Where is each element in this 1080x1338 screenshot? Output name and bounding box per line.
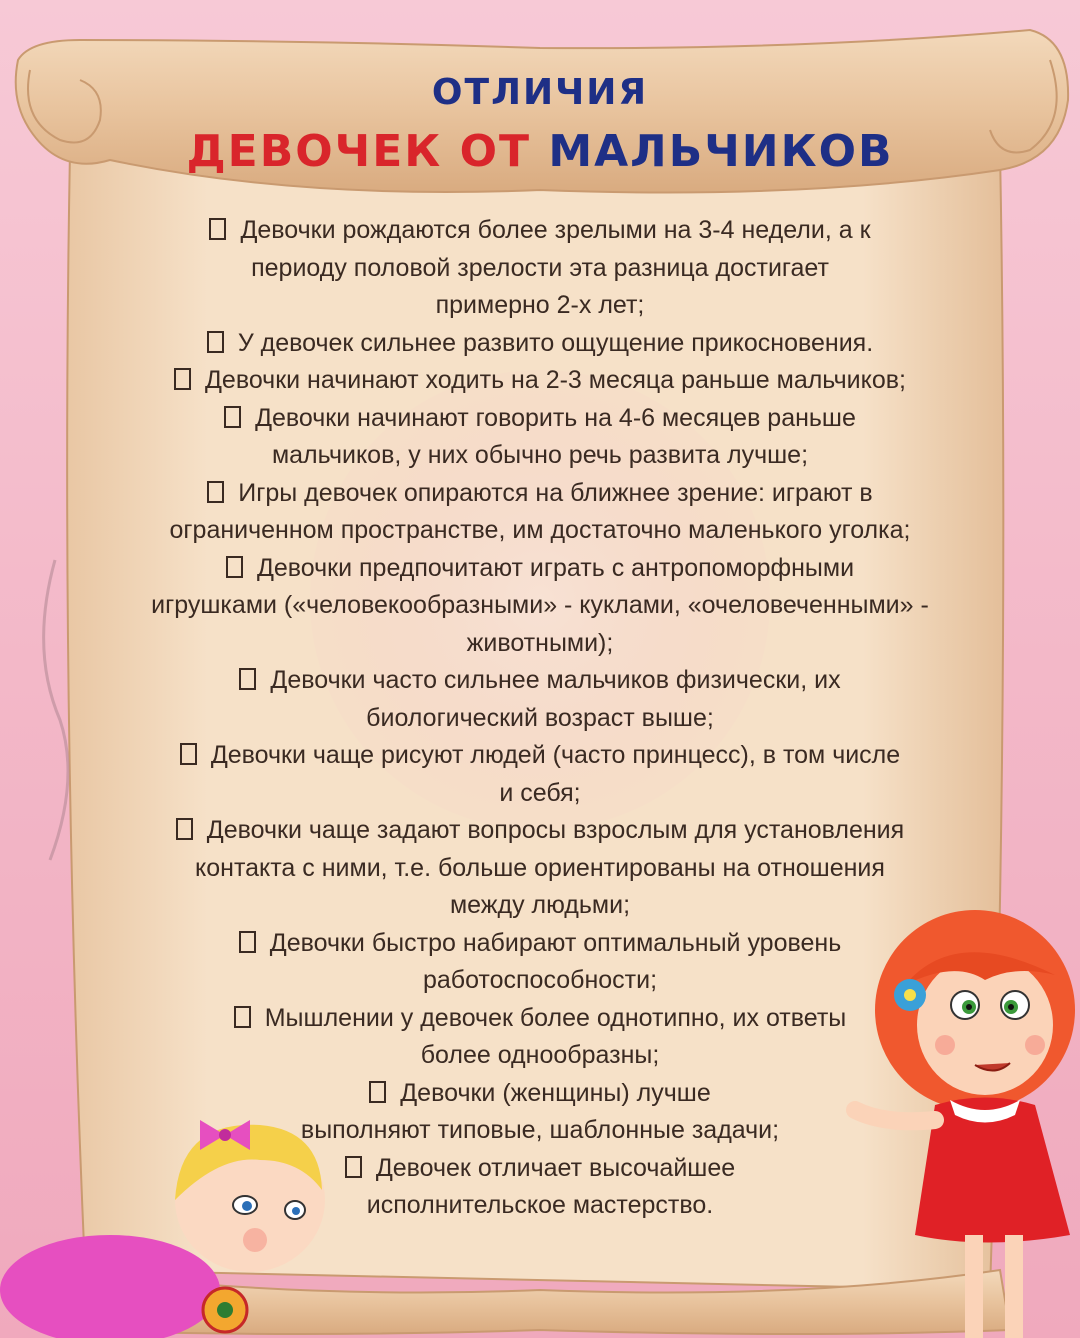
list-item-text: Девочки чаще задают вопросы взрослым для установления bbox=[206, 816, 905, 844]
bullet-box-icon bbox=[239, 668, 256, 690]
list-item-line bbox=[90, 812, 990, 850]
list-item-text: У девочек сильнее развито ощущение прикосновения. bbox=[237, 328, 874, 357]
list-item-text: Девочки (женщины) лучше bbox=[400, 1078, 711, 1107]
list-item-line bbox=[90, 325, 990, 363]
bullet-box-icon bbox=[234, 1006, 251, 1028]
list-item-line: мальчиков, у них обычно речь развита лучше; bbox=[271, 441, 809, 469]
title-word-from: ОТ bbox=[459, 126, 531, 177]
bullet-box-icon bbox=[180, 743, 197, 765]
bullet-box-icon bbox=[224, 406, 241, 428]
list-item bbox=[90, 362, 990, 400]
list-item-line bbox=[90, 400, 990, 438]
list-item-line bbox=[90, 212, 990, 250]
list-item-text: Девочки быстро набирают оптимальный уровень bbox=[269, 928, 842, 957]
title-line-1: ОТЛИЧИЯ bbox=[431, 72, 649, 113]
list-item-text: Девочек отличает высочайшее bbox=[375, 1153, 736, 1182]
title-word-girls: ДЕВОЧЕК bbox=[186, 126, 443, 177]
list-item-line: животными); bbox=[466, 628, 614, 657]
bullet-box-icon bbox=[209, 218, 226, 240]
list-item bbox=[90, 325, 990, 363]
list-item-line bbox=[90, 662, 990, 700]
list-item-text: Игры девочек опираются на ближнее зрение: играют в bbox=[238, 478, 873, 507]
list-item-line: примерно 2-х лет; bbox=[435, 291, 645, 319]
list-item-line: контакта с ними, т.е. больше ориентированы на отношения bbox=[195, 853, 885, 882]
list-item-line: между людьми; bbox=[449, 891, 631, 919]
bullet-box-icon bbox=[369, 1081, 386, 1103]
bullet-box-icon bbox=[226, 556, 243, 578]
red-dress-girl-icon bbox=[835, 905, 1080, 1338]
list-item bbox=[90, 550, 990, 663]
list-item-line: биологический возраст выше; bbox=[366, 703, 714, 732]
title-word-boys: МАЛЬЧИКОВ bbox=[548, 126, 894, 177]
list-item-line: игрушками («человекообразными» - куклами, «очеловеченными» - bbox=[151, 591, 929, 619]
list-item-text: Мышлении у девочек более однотипно, их ответы bbox=[264, 1003, 847, 1032]
list-item-line: работоспособности; bbox=[422, 966, 658, 994]
bullet-box-icon bbox=[207, 331, 224, 353]
list-item-line: более однообразны; bbox=[420, 1041, 660, 1069]
crawling-baby-icon bbox=[0, 1100, 330, 1338]
list-item-line: выполняют типовые, шаблонные задачи; bbox=[300, 1116, 780, 1144]
list-item-line: исполнительское мастерство. bbox=[366, 1191, 714, 1219]
list-item-line: периоду половой зрелости эта разница достигает bbox=[251, 253, 829, 282]
list-item-line: и себя; bbox=[499, 778, 581, 807]
title-line-2 bbox=[0, 126, 1080, 177]
list-item bbox=[90, 662, 990, 737]
list-item-text: Девочки часто сильнее мальчиков физически, их bbox=[270, 666, 841, 694]
bullet-box-icon bbox=[239, 931, 256, 953]
list-item-text: Девочки предпочитают играть с антропоморфными bbox=[256, 553, 855, 582]
list-item-text: Девочки начинают ходить на 2-3 месяца раньше мальчиков; bbox=[204, 366, 906, 394]
list-item bbox=[90, 212, 990, 325]
list-item bbox=[90, 400, 990, 475]
list-item-line bbox=[90, 737, 990, 775]
list-item-text: Девочки чаще рисуют людей (часто принцесс), в том числе bbox=[210, 741, 901, 769]
list-item-text: Девочки начинают говорить на 4-6 месяцев раньше bbox=[255, 403, 856, 432]
bullet-box-icon bbox=[174, 368, 191, 390]
list-item-line: ограниченном пространстве, им достаточно маленького уголка; bbox=[169, 516, 911, 544]
bullet-box-icon bbox=[207, 481, 224, 503]
list-item-line bbox=[90, 362, 990, 400]
list-item-line bbox=[90, 550, 990, 588]
list-item-text: Девочки рождаются более зрелыми на 3-4 недели, а к bbox=[240, 216, 871, 244]
bullet-box-icon bbox=[345, 1156, 362, 1178]
list-item bbox=[90, 475, 990, 550]
bullet-box-icon bbox=[176, 818, 193, 840]
list-item-line bbox=[90, 475, 990, 513]
list-item bbox=[90, 737, 990, 812]
